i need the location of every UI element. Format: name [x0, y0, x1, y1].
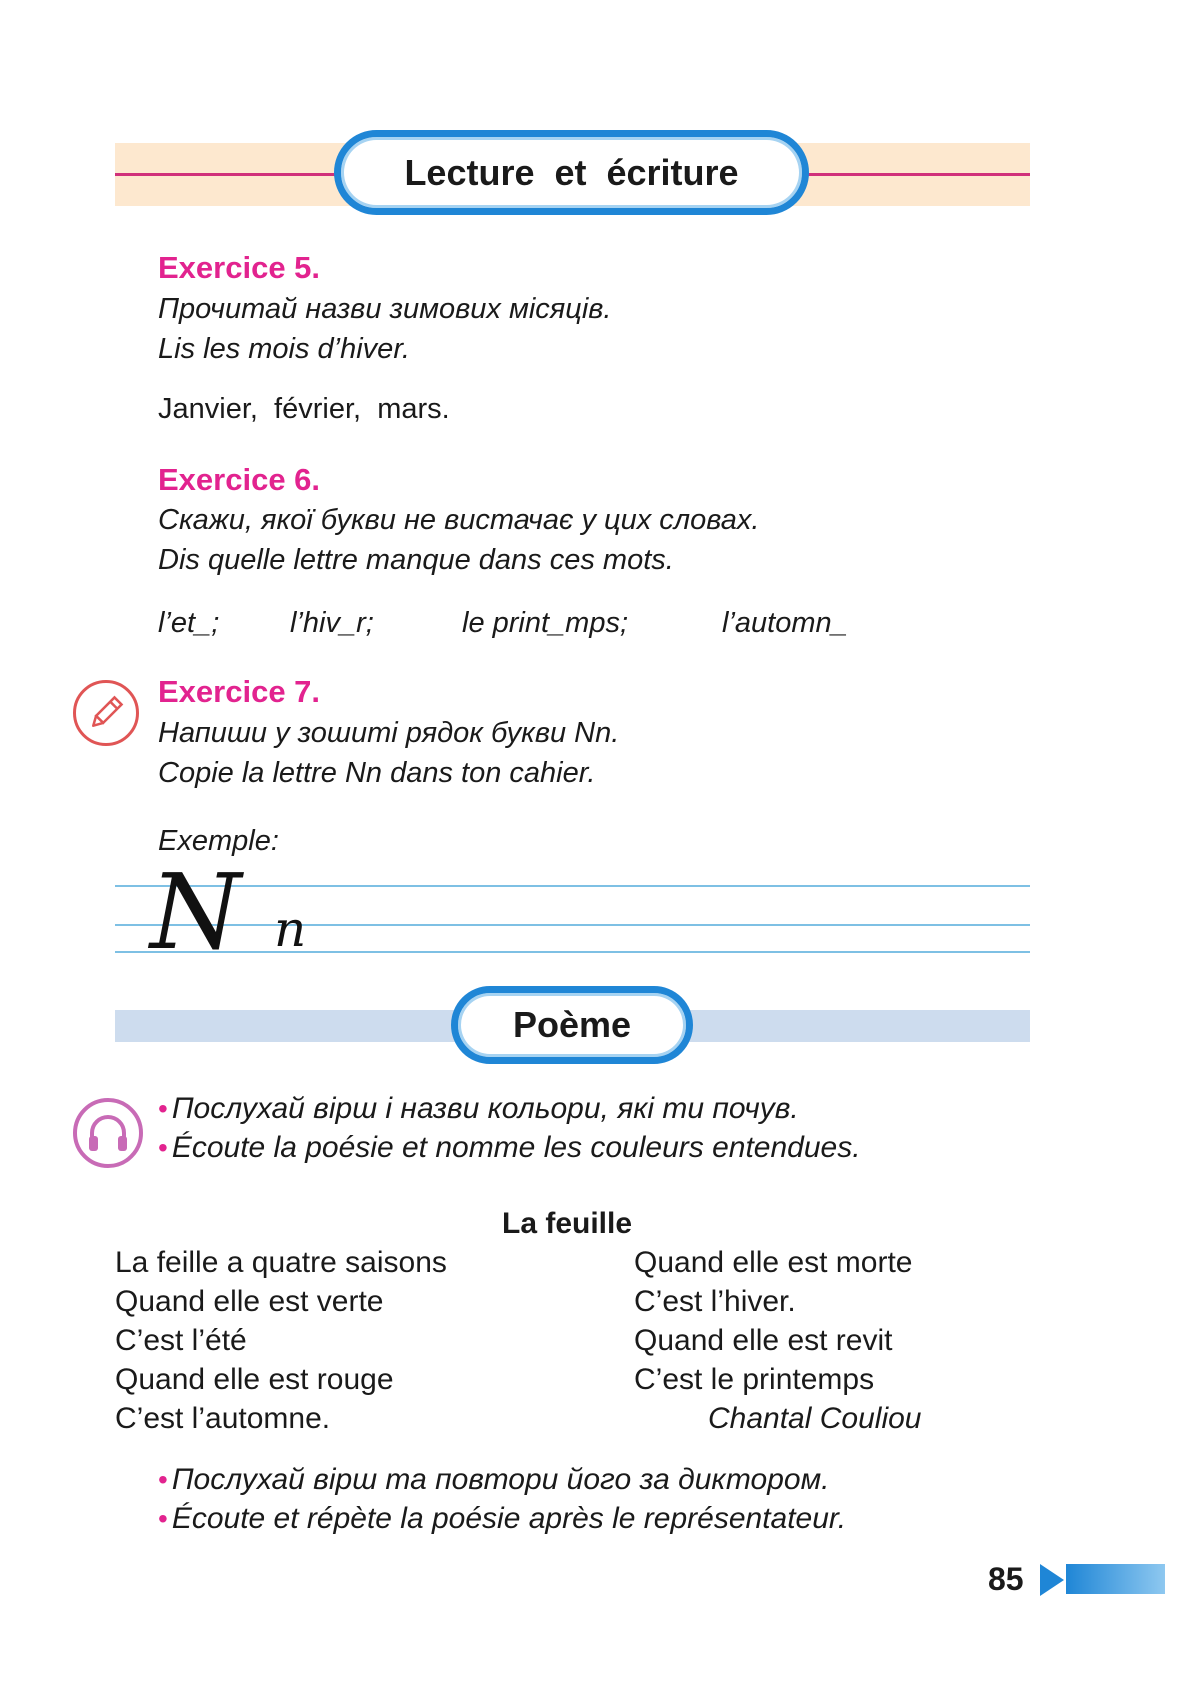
- repeat-instruction-uk-text: Послухай вірш та повтори його за диктором.: [171, 1463, 830, 1496]
- cursive-small-n: n: [274, 900, 307, 958]
- section-title: Poème: [512, 1004, 632, 1045]
- section-title: Lecture et écriture: [404, 151, 739, 193]
- exercise-6-word-4: l’automn_: [722, 607, 848, 639]
- listen-instruction-uk-text: Послухай вірш і назви кольори, які ти почув.: [171, 1092, 799, 1125]
- exercise-5-months: Janvier, février, mars.: [158, 393, 450, 425]
- listen-instruction-fr-text: Écoute la poésie et nomme les couleurs entendues.: [171, 1131, 861, 1164]
- headphones-icon: [73, 1098, 143, 1168]
- bullet: •: [158, 1093, 168, 1124]
- page-corner-bar: [1066, 1564, 1165, 1594]
- listen-instruction-fr: [158, 1131, 861, 1165]
- exercise-6-instruction-uk: Скажи, якої букви не вистачає у цих словах.: [158, 504, 760, 536]
- exercise-7-instruction-uk: Напиши у зошиті рядок букви Nn.: [158, 717, 620, 749]
- poem-right-line-4: C’est le printemps: [634, 1363, 875, 1396]
- bullet: •: [158, 1132, 168, 1163]
- page-number: 85: [988, 1561, 1024, 1597]
- poem-right-line-2: C’est l’hiver.: [634, 1285, 796, 1318]
- poem-left-line-5: C’est l’automne.: [115, 1402, 331, 1435]
- writing-line-top: [115, 885, 1030, 887]
- exercise-7-instruction-fr: Copie la lettre Nn dans ton cahier.: [158, 757, 596, 789]
- example-label: Exemple:: [158, 825, 279, 857]
- exercise-5-instruction-uk: Прочитай назви зимових місяців.: [158, 293, 612, 325]
- section-heading-lecture: [334, 130, 809, 215]
- page-arrow-icon: [1040, 1564, 1064, 1596]
- cursive-capital-n: N: [150, 851, 241, 973]
- exercise-6-word-1: l’et_;: [158, 607, 220, 639]
- repeat-instruction-fr-text: Écoute et répète la poésie après le représentateur.: [171, 1502, 847, 1535]
- writing-line-mid: [115, 924, 1030, 926]
- listen-instruction-uk: [158, 1092, 799, 1126]
- bullet: •: [158, 1503, 168, 1534]
- poem-left-line-1: La feille a quatre saisons: [115, 1246, 447, 1279]
- exercise-5-title: Exercice 5.: [158, 250, 321, 285]
- poem-author: Chantal Couliou: [708, 1402, 922, 1435]
- exercise-6-instruction-fr: Dis quelle lettre manque dans ces mots.: [158, 544, 674, 576]
- poem-left-line-2: Quand elle est verte: [115, 1285, 384, 1318]
- exercise-6-word-2: l’hiv_r;: [290, 607, 374, 639]
- poem-left-line-4: Quand elle est rouge: [115, 1363, 394, 1396]
- bullet: •: [158, 1464, 168, 1495]
- poem-right-line-1: Quand elle est morte: [634, 1246, 913, 1279]
- exercise-6-word-3: le print_mps;: [462, 607, 629, 639]
- section-heading-poeme: [451, 986, 693, 1064]
- writing-line-base: [115, 951, 1030, 953]
- poem-right-line-3: Quand elle est revit: [634, 1324, 893, 1357]
- repeat-instruction-fr: [158, 1502, 846, 1536]
- poem-title: La feuille: [502, 1207, 633, 1240]
- repeat-instruction-uk: [158, 1463, 830, 1497]
- exercise-5-instruction-fr: Lis les mois d’hiver.: [158, 333, 410, 365]
- exercise-6-title: Exercice 6.: [158, 462, 321, 497]
- pencil-icon: [73, 680, 139, 746]
- exercise-7-title: Exercice 7.: [158, 674, 321, 709]
- poem-left-line-3: C’est l’été: [115, 1324, 247, 1357]
